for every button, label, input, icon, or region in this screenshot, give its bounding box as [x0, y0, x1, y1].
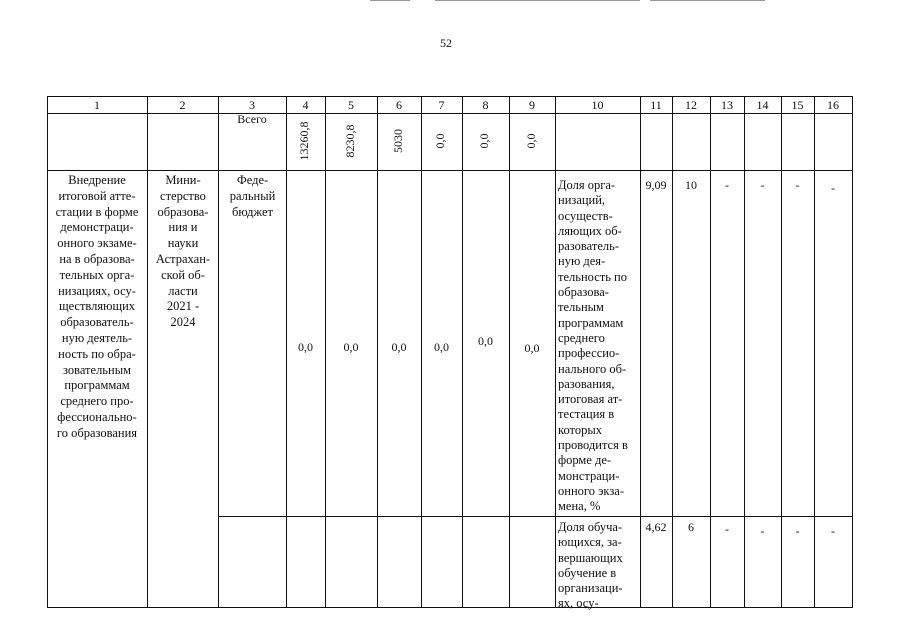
column-border	[47, 96, 48, 608]
funding-source-cell	[219, 173, 286, 220]
total-value: 5030	[391, 129, 405, 153]
text-line: Внедрение	[68, 173, 126, 187]
indicator-value: 4,62	[645, 520, 667, 534]
text-line: тельных орга-	[59, 267, 135, 282]
column-number: 3	[249, 98, 255, 112]
text-line: фессионально-	[57, 409, 137, 424]
column-number: 16	[827, 98, 839, 112]
text-line: тестация в	[558, 407, 615, 422]
text-line: низациях, осу-	[58, 283, 136, 298]
total-value: 8230,8	[343, 124, 357, 158]
text-line: образователь-	[60, 315, 134, 330]
text-line: зовательным	[62, 362, 132, 377]
text-line: ную дея-	[558, 254, 606, 269]
text-line: Мини-	[165, 173, 201, 187]
text-line: онного экзаме-	[57, 236, 137, 251]
column-number: 15	[791, 98, 804, 112]
text-line: организаци-	[558, 581, 623, 596]
indicator-value: 9,09	[645, 178, 667, 192]
text-line: ность по обра-	[58, 346, 136, 361]
indicator-value: 10	[685, 178, 697, 192]
text-line: форме де-	[558, 453, 612, 468]
text-line: тельность по	[558, 269, 627, 284]
text-line: демонстраци-	[60, 220, 134, 235]
column-number: 6	[396, 98, 402, 112]
scan-artifact-line	[435, 0, 640, 1]
column-border	[462, 96, 463, 608]
text-line: итоговая ат-	[558, 392, 623, 407]
text-line: онного экза-	[558, 483, 624, 498]
text-line: 2024	[170, 315, 196, 330]
column-number: 13	[721, 98, 733, 112]
text-line: тельным	[558, 300, 604, 315]
indicator-value: -	[795, 524, 800, 538]
total-value: 0,0	[477, 133, 491, 149]
text-line: ния и	[168, 220, 198, 235]
funding-value: 0,0	[343, 340, 359, 354]
column-number: 8	[482, 98, 489, 112]
text-line: среднего про-	[60, 394, 134, 409]
text-line: Феде-	[236, 173, 269, 187]
indicator-value: -	[831, 524, 835, 538]
column-number: 7	[438, 98, 445, 112]
column-number: 11	[650, 98, 662, 112]
column-number: 5	[348, 98, 354, 112]
table-border-bottom	[47, 607, 852, 608]
text-line: Доля обуча-	[558, 520, 623, 534]
text-line: низаций,	[558, 193, 606, 208]
text-line: го образования	[56, 425, 138, 440]
text-line: образова-	[157, 204, 209, 219]
column-number: 12	[685, 98, 697, 112]
text-line: Доля орга-	[558, 178, 616, 192]
scan-artifact-line	[650, 0, 765, 1]
text-line: программам	[64, 378, 130, 393]
indicator-value: -	[760, 178, 765, 192]
indicator-value: 6	[688, 520, 694, 534]
indicator-cell	[558, 520, 640, 612]
total-label: Всего	[237, 112, 267, 126]
indicator-value: -	[831, 181, 835, 195]
text-line: науки	[167, 236, 199, 251]
text-line: разователь-	[558, 239, 619, 254]
total-row-separator	[47, 170, 852, 171]
indicator-value: -	[725, 178, 729, 192]
text-line: ществляющих	[58, 299, 136, 314]
funding-value: 0,0	[478, 334, 493, 348]
text-line: ральный	[229, 188, 276, 203]
column-number: 10	[591, 98, 604, 112]
column-border	[852, 96, 853, 608]
text-line: программам	[558, 315, 624, 330]
text-line: которых	[558, 422, 602, 437]
text-line: образова-	[558, 285, 609, 300]
text-line: итоговой атте-	[58, 188, 136, 203]
executor-cell	[148, 173, 218, 331]
text-line: 2021 -	[166, 299, 200, 314]
total-value: 0,0	[524, 133, 538, 149]
text-line: ющихся, за-	[558, 535, 622, 550]
total-value: 0,0	[433, 133, 447, 149]
column-number: 2	[179, 98, 186, 112]
column-number: 1	[94, 98, 100, 112]
column-border	[555, 96, 556, 608]
page-number: 52	[440, 36, 452, 50]
column-number: 9	[529, 98, 535, 112]
funding-value: 0,0	[524, 341, 540, 355]
text-line: ласти	[168, 283, 198, 298]
text-line: вершающих	[558, 550, 623, 565]
indicator-cell	[558, 178, 640, 515]
funding-value: 0,0	[391, 340, 407, 354]
measure-cell	[49, 173, 145, 442]
text-line: ляющих об-	[558, 223, 622, 238]
text-line: монстраци-	[558, 468, 620, 483]
header-separator	[47, 113, 852, 114]
funding-value: 0,0	[298, 340, 313, 354]
text-line: мена, %	[558, 499, 601, 514]
text-line: профессио-	[558, 346, 620, 361]
text-line: ную деятель-	[61, 330, 133, 345]
text-line: стерство	[160, 188, 206, 203]
indicator-value: -	[795, 178, 800, 192]
text-line: обучение в	[558, 565, 617, 580]
text-line: ской об-	[161, 267, 205, 282]
funding-value: 0,0	[434, 340, 449, 354]
scan-artifact-line	[370, 0, 410, 1]
text-line: нального об-	[558, 361, 627, 376]
indicator-value: -	[725, 522, 729, 536]
text-line: проводится в	[558, 438, 628, 453]
column-number: 4	[302, 98, 309, 112]
text-line: стации в форме	[55, 204, 139, 219]
indicator-value: -	[760, 524, 765, 538]
total-value: 13260,8	[297, 121, 311, 161]
column-number: 14	[756, 98, 769, 112]
text-line: среднего	[558, 330, 605, 345]
text-line: осуществ-	[558, 208, 613, 223]
text-line: Астрахан-	[155, 251, 211, 266]
text-line: на в образова-	[59, 251, 135, 266]
text-line: бюджет	[232, 204, 273, 219]
text-line: ях, осу-	[558, 596, 599, 611]
indicator-row-separator	[218, 516, 852, 517]
text-line: разования,	[558, 376, 615, 391]
